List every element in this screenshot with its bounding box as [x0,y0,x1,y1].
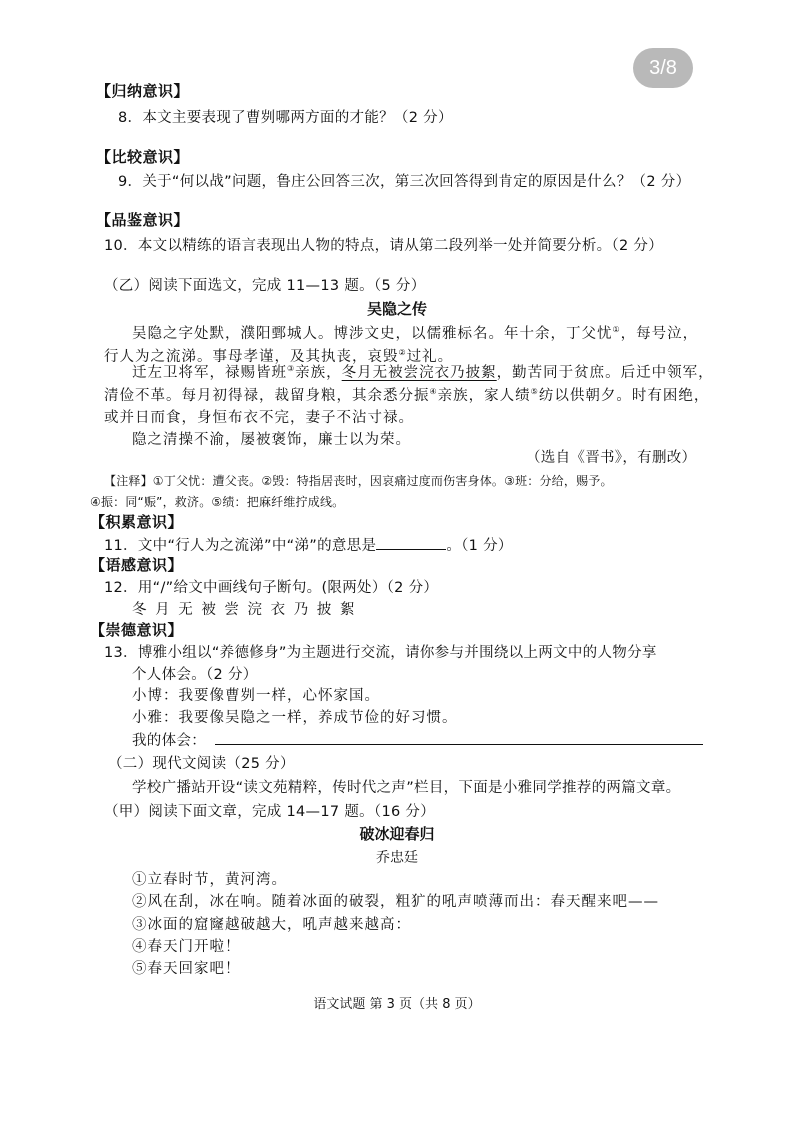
question-13-line2: 个人体会。（2 分） [132,667,258,683]
section-header-summary: 【归纳意识】 [96,82,190,100]
part-jia-intro: （甲）阅读下面文章，完成 14—17 题。（16 分） [104,804,436,820]
page-footer: 语文试题 第 3 页（共 8 页） [313,997,481,1012]
page-indicator-badge: 3/8 [633,48,693,88]
question-10: 10．本文以精练的语言表现出人物的特点，请从第二段列举一处并简要分析。（2 分） [104,238,664,254]
footnote-marker: ⑤ [530,387,539,397]
part-b-intro: （乙）阅读下面选文，完成 11—13 题。（5 分） [104,278,426,294]
passage-para2-line2: 清俭不革。每月初得禄，裁留身粮，其余悉分振④亲族，家人绩⑤纺以供朝夕。时有困绝， [104,387,710,404]
passage-para2-line3: 或并日而食，身恒布衣不完，妻子不沾寸禄。 [104,410,414,426]
question-8: 8．本文主要表现了曹刿哪两方面的才能？（2 分） [118,110,453,126]
passage-para1-line2: 行人为之流涕。事母孝谨，及其执丧，哀毁②过礼。 [104,348,454,365]
question-9: 9．关于“何以战”问题，鲁庄公回答三次，第三次回答得到肯定的原因是什么？（2 分） [118,174,691,190]
annotation-line2: ④振：同“赈”，救济。⑤绩：把麻纤维拧成线。 [90,495,345,509]
annotation-line1: 【注释】①丁父忧：遭父丧。②毁：特指居丧时，因哀痛过度而伤害身体。③班：分给，赐予。 [104,474,613,488]
section-header-accumulate: 【积累意识】 [90,513,184,531]
article-para-4: ④春天门开啦！ [132,939,241,955]
dialogue-xiaoya: 小雅：我要像吴隐之一样，养成节俭的好习惯。 [132,710,458,726]
sentence-to-punctuate: 冬 月 无 被 尝 浣 衣 乃 披 絮 [132,602,357,618]
article-para-3: ③冰面的窟窿越破越大，吼声越来越高： [132,917,411,933]
my-reflection-label: 我的体会： [132,733,206,749]
dialogue-xiaobo: 小博：我要像曹刿一样，心怀家国。 [132,688,380,704]
section-header-appreciate: 【品鉴意识】 [96,211,190,229]
passage-para1-line1: 吴隐之字处默，濮阳鄄城人。博涉文史，以儒雅标名。年十余，丁父忧①，每号泣， [132,325,699,342]
passage-title: 吴隐之传 [366,300,427,318]
footnote-marker: ② [398,348,407,358]
article-title: 破冰迎春归 [359,825,435,843]
passage-para3: 隐之清操不渝，屡被褒饰，廉士以为荣。 [132,432,411,448]
section-header-virtue: 【崇德意识】 [90,621,184,639]
answer-line[interactable] [215,744,703,745]
article-author: 乔忠廷 [376,850,418,866]
footnote-marker: ④ [429,387,438,397]
answer-blank[interactable] [376,537,446,550]
underlined-sentence: 冬月无被尝浣衣乃披絮 [341,365,497,381]
passage-para2-line1: 迁左卫将军，禄赐皆班③亲族，冬月无被尝浣衣乃披絮，勤苦同于贫庶。后迁中领军， [132,364,714,381]
article-para-5: ⑤春天回家吧！ [132,961,241,977]
article-para-1: ①立春时节，黄河湾。 [132,872,287,888]
section-header-language: 【语感意识】 [90,556,184,574]
question-13-line1: 13．博雅小组以“养德修身”为主题进行交流，请你参与并围绕以上两文中的人物分享 [104,645,657,661]
footnote-marker: ③ [287,364,296,374]
question-11: 11．文中“行人为之流涕”中“涕”的意思是 。（1 分） [104,538,513,554]
article-para-2: ②风在刮，冰在响。随着冰面的破裂，粗犷的吼声喷薄而出：春天醒来吧—— [132,894,659,910]
modern-reading-heading: （二）现代文阅读（25 分） [108,756,295,772]
passage-source: （选自《晋书》，有删改） [526,450,697,466]
question-12: 12．用“/”给文中画线句子断句。(限两处）（2 分） [104,580,439,596]
modern-reading-intro: 学校广播站开设“读文苑精粹，传时代之声”栏目，下面是小雅同学推荐的两篇文章。 [132,780,681,796]
footnote-marker: ① [612,325,621,335]
section-header-compare: 【比较意识】 [96,148,190,166]
